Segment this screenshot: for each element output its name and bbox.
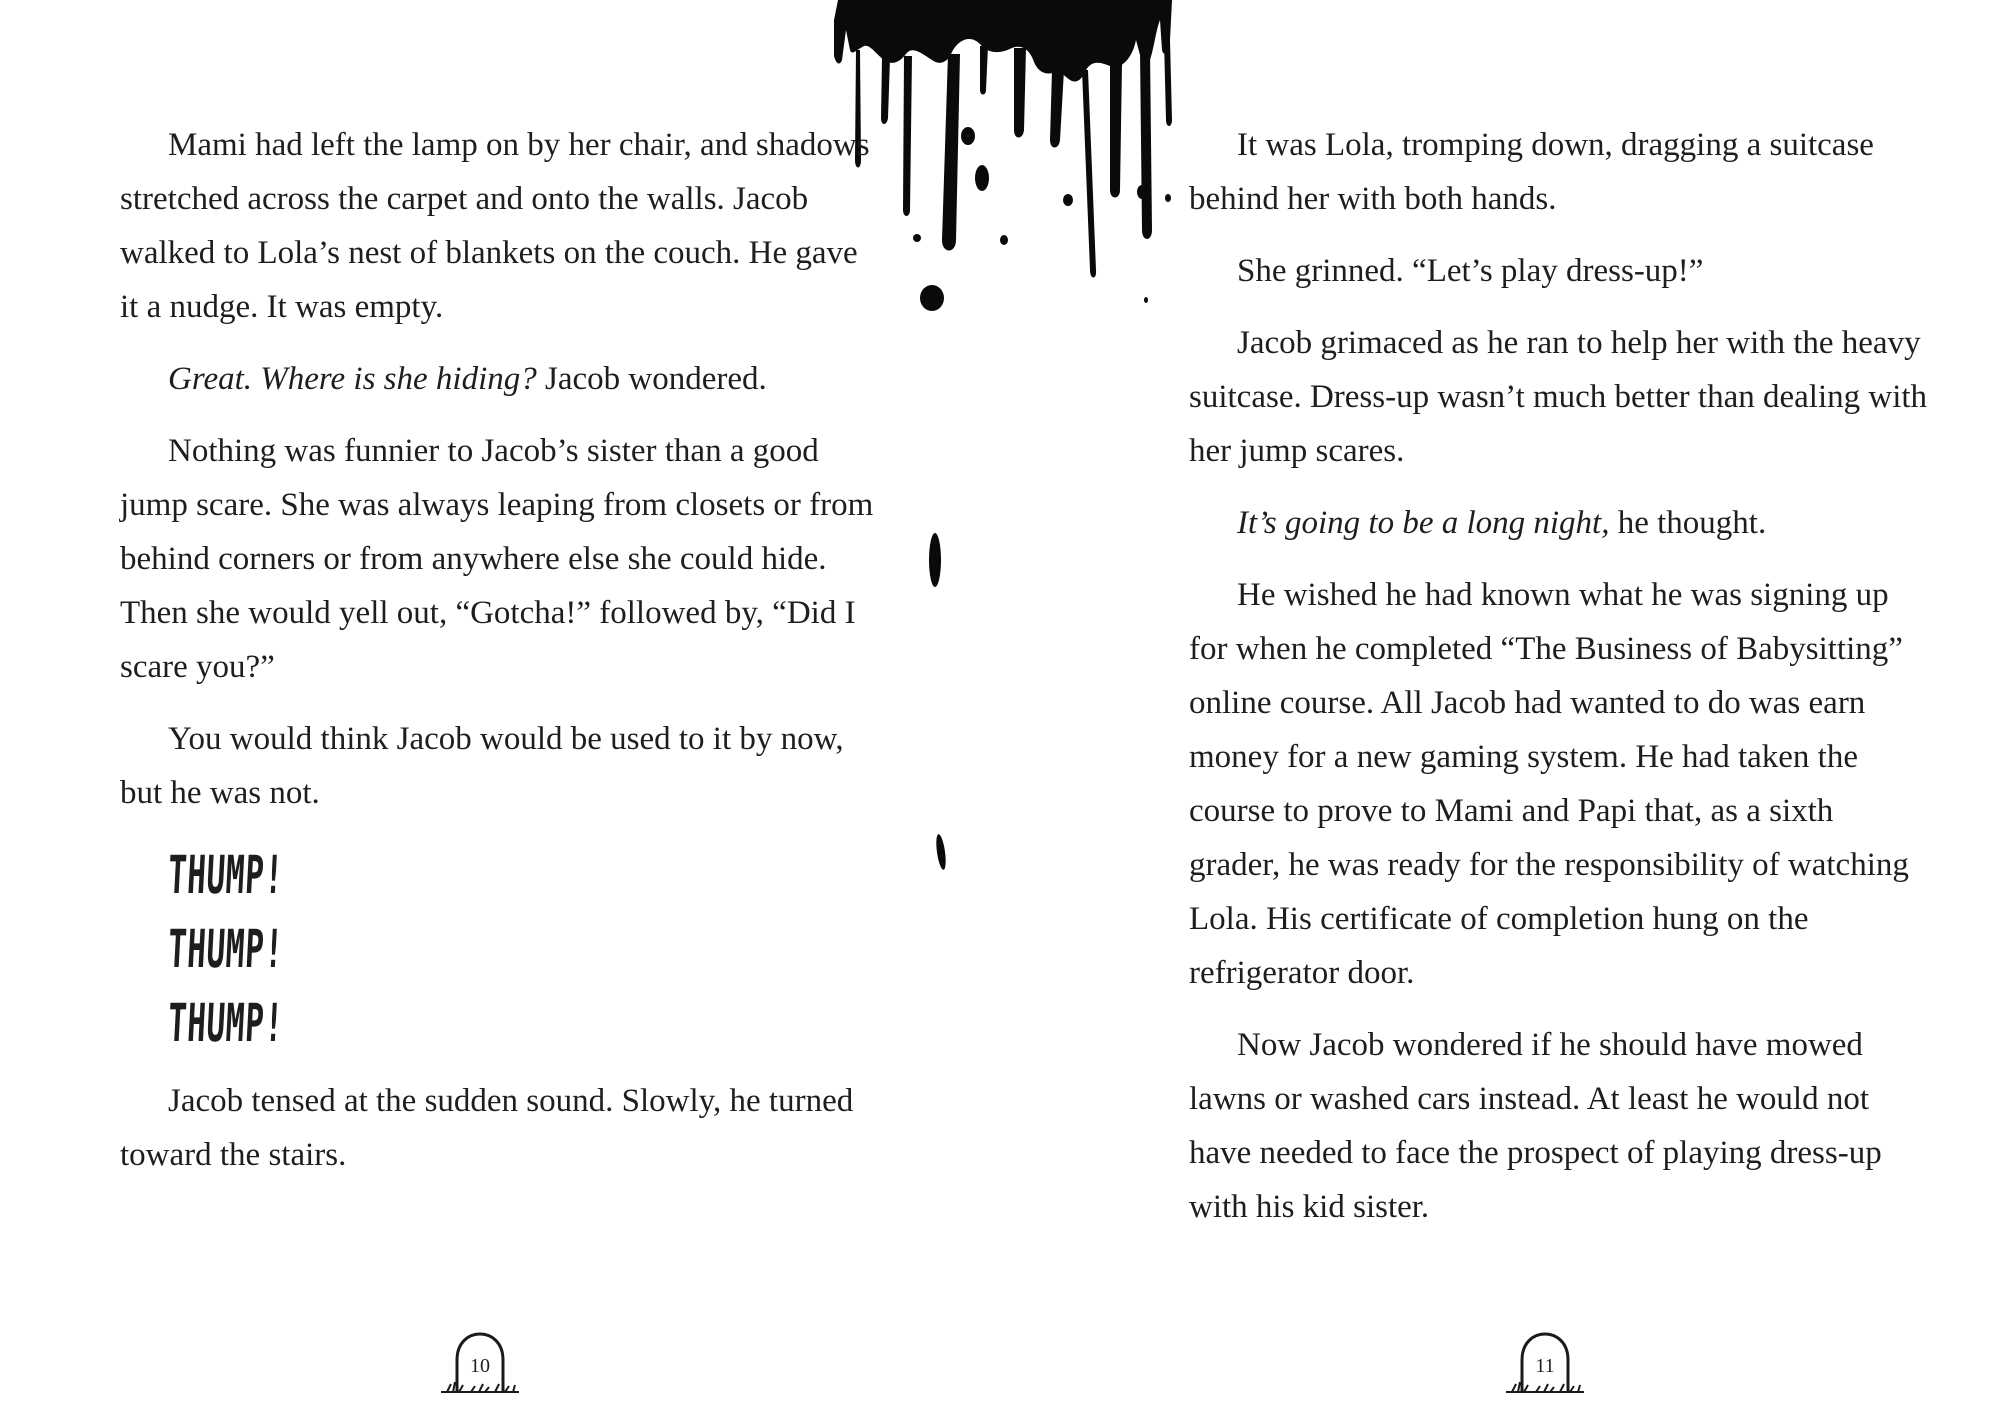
left-page: [0, 0, 900, 1428]
paragraph: She grinned. “Let’s play dress-up!”: [1237, 253, 1704, 289]
paragraph: [120, 352, 880, 406]
paragraph: Jacob grimaced as he ran to help her with the heavy suitcase. Dress-up wasn’t much better than dealing with her jump scares.: [1189, 325, 1928, 469]
sound-effect-text: THUMP!: [166, 992, 286, 1054]
paragraph-text: he thought.: [1609, 505, 1767, 541]
page-number: [1500, 1332, 1590, 1398]
paragraph: It was Lola, tromping down, dragging a suitcase behind her with both hands.: [1189, 127, 1874, 217]
left-page-text: [120, 118, 880, 1200]
paragraph: Mami had left the lamp on by her chair, and shadows stretched across the carpet and onto the walls. Jacob walked to Lola’s nest of blankets on the couch. He gave it a nudge. It was empty.: [120, 127, 870, 325]
sound-effects: [168, 838, 880, 1060]
page-number-text: 11: [1535, 1355, 1555, 1377]
right-page: [1100, 0, 2000, 1428]
paragraph: Jacob tensed at the sudden sound. Slowly, he turned toward the stairs.: [120, 1083, 854, 1173]
sound-effect-text: THUMP!: [166, 918, 286, 980]
paragraph: Now Jacob wondered if he should have mowed lawns or washed cars instead. At least he would not have needed to face the prospect of playing dress-up with his kid sister.: [1189, 1027, 1882, 1225]
page-number-text: 10: [470, 1355, 490, 1377]
paragraph: Nothing was funnier to Jacob’s sister than a good jump scare. She was always leaping from closets or from behind corners or from anywhere else she could hide. Then she would yell out, “Gotcha!” followed by, “Did I scare you?”: [120, 433, 874, 685]
sound-effect-text: THUMP!: [166, 844, 286, 906]
paragraph: He wished he had known what he was signing up for when he completed “The Business of Babysitting” online course. All Jacob had wanted to do was earn money for a new gaming system. He had taken the course to prove to Mami and Papi that, as a sixth grader, he was ready for the responsibility of watching Lola. His certificate of completion hung on the refrigerator door.: [1189, 577, 1909, 991]
right-page-text: [1189, 118, 1929, 1252]
paragraph-text: Jacob wondered.: [536, 361, 767, 397]
paragraph: You would think Jacob would be used to it by now, but he was not.: [120, 721, 844, 811]
italic-thought: Great. Where is she hiding?: [168, 361, 537, 397]
italic-thought: It’s going to be a long night,: [1237, 505, 1610, 541]
page-number: [435, 1332, 525, 1398]
paragraph: [1189, 496, 1929, 550]
